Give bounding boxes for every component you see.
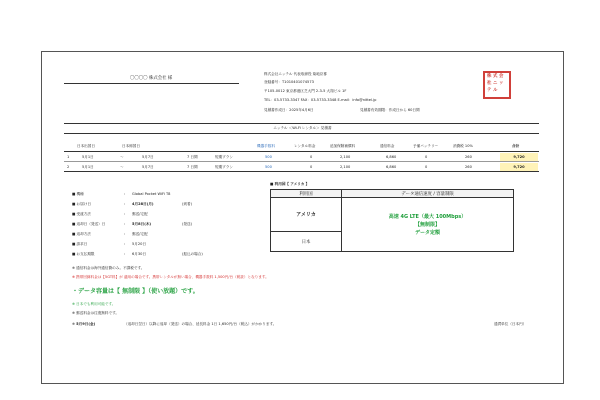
seal-char: ッ	[499, 81, 504, 86]
th-return: 日本帰国日	[122, 144, 140, 148]
note-2: ※ 携帯回線料金は【5GT料】が 適用の場合です。携帯レンタルが無い場合、機器手数料 1,500円/台（税抜）となります。	[72, 275, 269, 279]
note-3-unlimited: ・データ容量は【 無制限 】（使い放題）です。	[72, 288, 199, 295]
wifi-col-speed: データ通信速度 / 容量制限	[342, 190, 514, 198]
th-tax: 消費税 10%	[453, 144, 473, 148]
seal-char: 式	[493, 74, 498, 79]
wifi-speed-line: データ定額	[414, 229, 440, 236]
row-insurance: 2,100	[340, 165, 351, 169]
th-insurance: 追加保険補償料	[330, 144, 356, 148]
wifi-speed-line: 【無制限】	[414, 221, 440, 228]
company-seal	[483, 71, 511, 99]
detail-label: ■ 受渡方法	[72, 212, 91, 216]
wifi-country-japan: 日本	[271, 232, 342, 252]
detail-value: 4月28日(月)	[132, 202, 154, 206]
wifi-col-country: 利用国	[271, 190, 342, 198]
row-plan: 短期プラン	[215, 155, 233, 159]
row-total: 9,720	[500, 163, 538, 171]
row-rental: 0	[310, 165, 313, 169]
divider	[64, 123, 539, 124]
estimate-validity: 見積書有効期限：作成日から 60日間	[360, 108, 420, 112]
wifi-spec-table	[270, 189, 514, 252]
divider	[64, 161, 539, 162]
seal-char: 会	[499, 74, 504, 79]
detail-note: (到着)	[182, 202, 192, 206]
detail-value: 6月30日	[132, 252, 147, 256]
row-end: 5月7日	[142, 155, 154, 159]
th-device-fee: 機器手数料	[257, 144, 275, 148]
company-name: 株式会社ニッテル 代表取締役 菊地臣都	[264, 72, 328, 76]
detail-note: (振込の場合)	[182, 252, 203, 256]
estimate-date: 見積書作成日：2025年4月6日	[264, 108, 314, 112]
company-address: 〒105-0012 東京都港区芝大門 2-3-5 大翔ビル 1F	[264, 89, 347, 93]
wifi-country-usa: アメリカ	[271, 198, 342, 232]
row-days: 7 日間	[187, 155, 198, 159]
registration-number: 登録番号：T1010401074573	[264, 80, 314, 84]
divider	[64, 171, 539, 172]
note-5: ※ 郵送料金は往復無料です。	[72, 311, 119, 315]
detail-value: 郵送/宅配	[132, 212, 148, 216]
row-end: 5月7日	[142, 165, 154, 169]
note-1: ※ 通信料金は海外通信費のみ。不課税です。	[72, 266, 145, 270]
seal-char: 社	[487, 81, 492, 86]
note-6: ※ 5月9日(金)	[72, 322, 96, 326]
divider	[64, 133, 539, 134]
row-tax: 260	[465, 165, 472, 169]
row-number: 2	[67, 165, 70, 169]
divider	[64, 151, 539, 152]
detail-value: 5月20日	[132, 242, 147, 246]
estimate-document: 〇〇〇〇 株式会社 様 株式会社ニッテル 代表取締役 菊地臣都 登録番号：T1010401074573 〒105-0012 東京都港区芝大門 2-3-5 大翔ビル 1F TEL：03-5733-3347 FAX：03-5733-3348 E-mail：info@nittel.jp 見積書作成日：2025年4月6日 見積書有効期限：作成日から 60日間 株 式 会 社 ニ ッ テ ル ニッテル ＜Wi-Fi レンタル＞ 見積書 日本出国日 日本帰国日 機器手数料 レンタル料金 追加保険補償料 通信料金 予備バッテリー 消費税 10% 合計 1 5月1日 〜 5月7日 7 日間 短期プラン 500 0 2,100 6,860 0 260 9,720 2 5月1日 〜 5月7日 7 日間 短期プラン 500 0 2,100 6,860 0 260 9,720 ■ 機種 : Global Pocket WiFi T8 ■ お届け日 : 4月28日(月) (到着) ■ 受渡方法 : 郵送/宅配 ■ 返却日（発送）日 : 5月8日(木) (発送) ■ 返却方法 : 郵送/宅配 ■ 請求日 : 5月20日 ■ お支払期限 : 6月30日 (振込の場合) ■ 利用国【 アメリカ 】 利用国 データ通信速度 / 容量制限 アメリカ 高速 4G LTE（最大 100Mbps） 【無制限】 データ定額 日本 ※ 通信料金は海外通信費のみ。不課税です。 ※ 携帯回線料金は【5GT料】が 適用の場合です。携帯レンタルが無い場合、機器手数料 1,500円/台（税抜）となります。 ・データ容量は【 無制限 】（使い放題）です。 ※ 日本でも利用可能です。 ※ 郵送料金は往復無料です。 ※ 5月9日(金) （返却日翌日）以降に返却（発送）の場合、延長料金 1日 1,650円/台（税込）がかかります。 通貨単位（日本円）	[41, 51, 564, 384]
wifi-section-title: ■ 利用国【 アメリカ 】	[270, 182, 310, 186]
detail-label: ■ 請求日	[72, 242, 88, 246]
row-tilde: 〜	[120, 155, 124, 159]
row-number: 1	[67, 155, 70, 159]
row-communication: 6,860	[386, 155, 397, 159]
th-departure: 日本出国日	[77, 144, 95, 148]
detail-label: ■ お届け日	[72, 202, 91, 206]
row-plan: 短期プラン	[215, 165, 233, 169]
currency-unit: 通貨単位（日本円）	[494, 322, 527, 326]
detail-label: ■ 返却日（発送）日	[72, 222, 106, 226]
doc-title: ニッテル ＜Wi-Fi レンタル＞ 見積書	[273, 126, 332, 130]
detail-label: ■ 機種	[72, 192, 84, 196]
row-tax: 260	[465, 155, 472, 159]
th-communication: 通信料金	[380, 144, 395, 148]
recipient-underline	[64, 83, 239, 84]
detail-note: (発送)	[182, 222, 192, 226]
recipient-name: 〇〇〇〇 株式会社 様	[130, 76, 173, 81]
detail-label: ■ 返却方法	[72, 232, 91, 236]
wifi-speed-info	[342, 198, 514, 252]
row-device-fee: 500	[265, 155, 272, 159]
row-start: 5月1日	[82, 155, 94, 159]
row-battery: 0	[425, 165, 428, 169]
seal-char: 株	[487, 74, 492, 79]
company-contact: TEL：03-5733-3347 FAX：03-5733-3348 E-mail：info@nittel.jp	[264, 98, 377, 102]
row-start: 5月1日	[82, 165, 94, 169]
seal-char: テ	[487, 88, 492, 93]
row-tilde: 〜	[120, 165, 124, 169]
th-total: 合計	[512, 144, 520, 148]
row-insurance: 2,100	[340, 155, 351, 159]
detail-value: 5月8日(木)	[132, 222, 152, 226]
wifi-speed-line: 高速 4G LTE（最大 100Mbps）	[388, 213, 467, 220]
detail-value: Global Pocket WiFi T8	[132, 192, 171, 196]
detail-label: ■ お支払期限	[72, 252, 95, 256]
row-communication: 6,860	[386, 165, 397, 169]
th-battery: 予備バッテリー	[413, 144, 439, 148]
row-rental: 0	[310, 155, 313, 159]
note-4: ※ 日本でも利用可能です。	[72, 302, 116, 306]
row-total: 9,720	[500, 153, 538, 161]
row-device-fee: 500	[265, 165, 272, 169]
detail-value: 郵送/宅配	[132, 232, 148, 236]
note-6-text: （返却日翌日）以降に返却（発送）の場合、延長料金 1日 1,650円/台（税込）がかかります。	[124, 322, 277, 326]
row-battery: 0	[425, 155, 428, 159]
seal-char: ル	[493, 88, 498, 93]
th-rental: レンタル料金	[294, 144, 316, 148]
row-days: 7 日間	[187, 165, 198, 169]
seal-char: ニ	[493, 81, 498, 86]
